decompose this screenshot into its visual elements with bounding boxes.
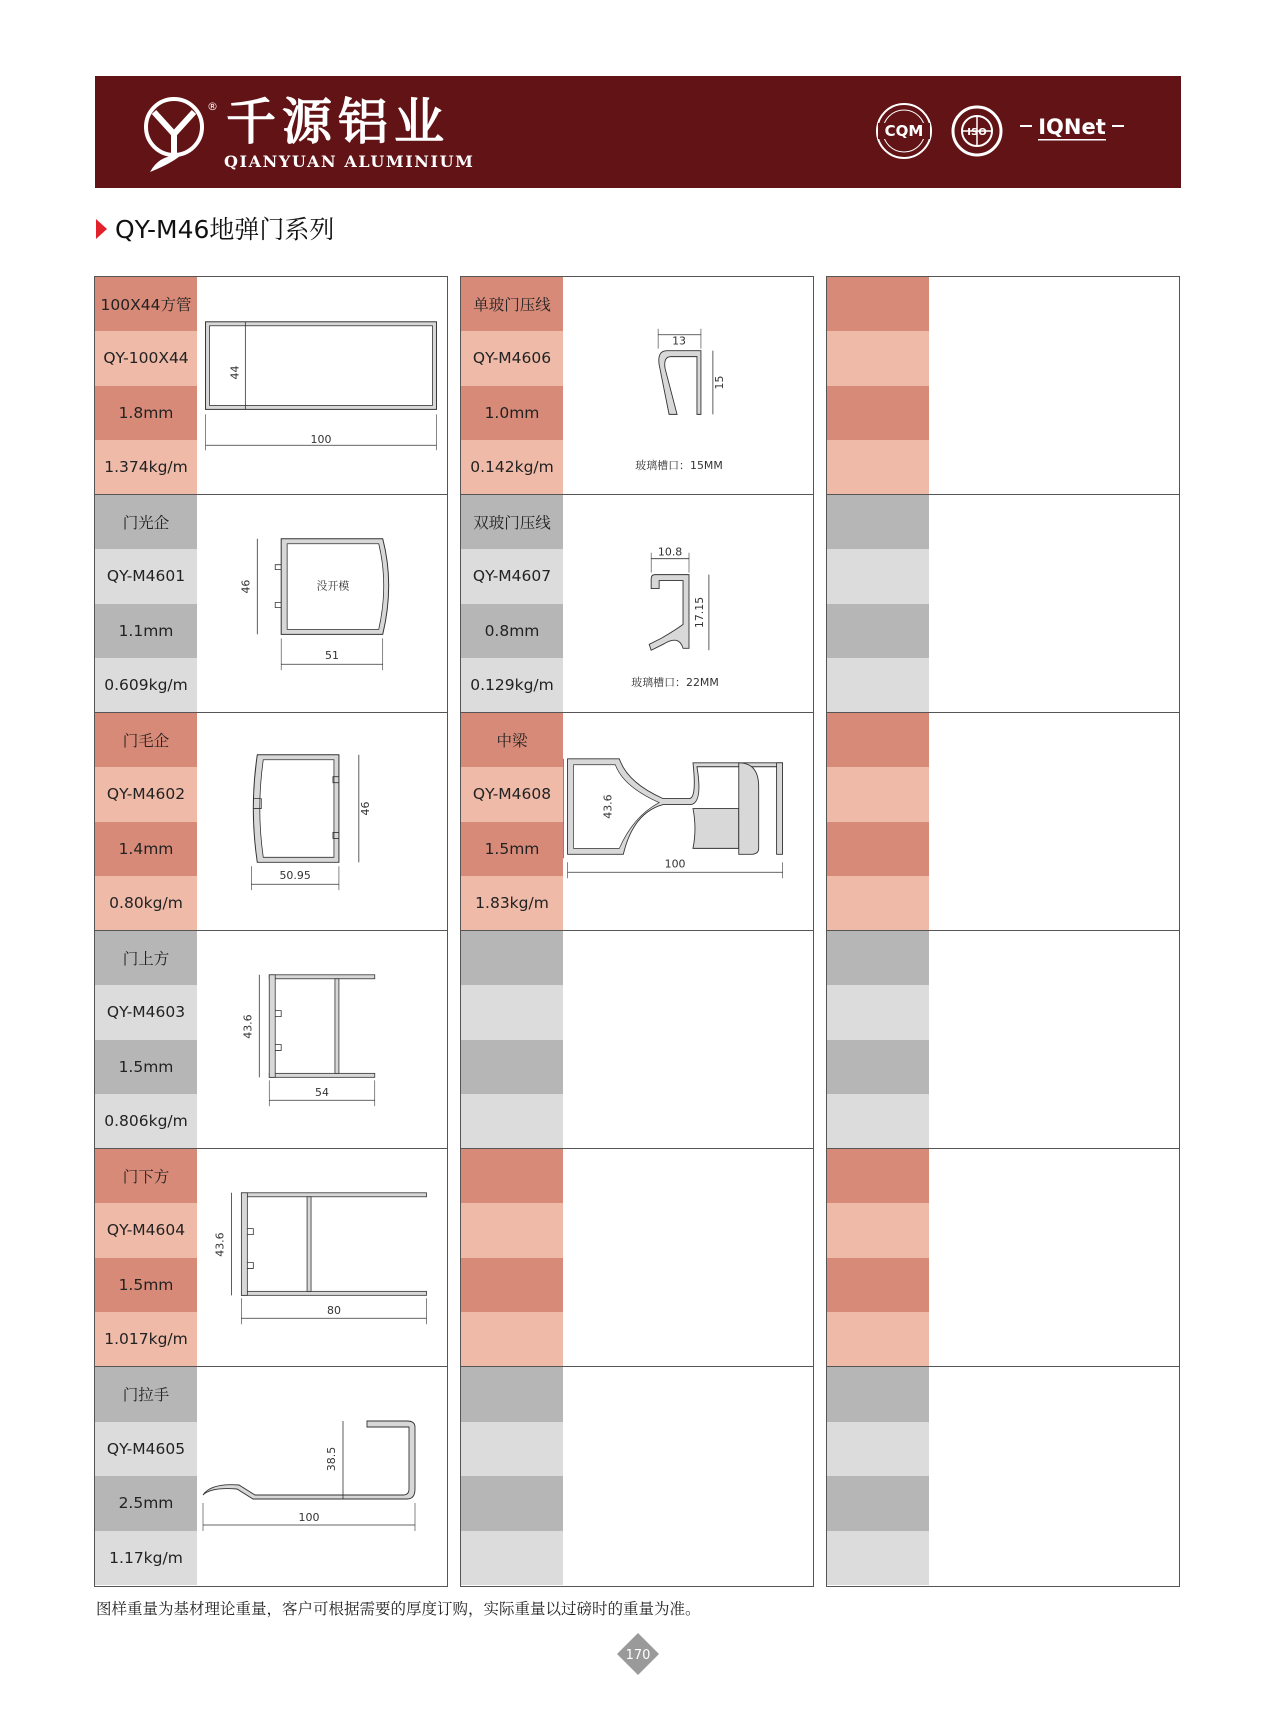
empty-card <box>461 931 813 1149</box>
profile-weight: 0.80kg/m <box>95 876 197 930</box>
spec-column <box>827 1149 929 1366</box>
profile-code: QY-M4603 <box>95 985 197 1039</box>
profile-code: QY-M4606 <box>461 331 563 385</box>
profile-thickness: 1.5mm <box>95 1258 197 1312</box>
dimension-height: 17.15 <box>692 596 706 629</box>
dimension-width: 100 <box>298 1511 320 1524</box>
profile-drawing <box>197 713 447 930</box>
single-glass-bead-drawing <box>563 277 813 494</box>
spec-column <box>95 1149 197 1366</box>
profile-weight: 1.017kg/m <box>95 1312 197 1366</box>
profile-drawing <box>563 277 813 494</box>
section-title <box>96 210 334 246</box>
profile-card <box>95 1149 447 1367</box>
profile-card <box>95 713 447 931</box>
profile-card <box>461 713 813 931</box>
qianyuan-logo-icon <box>140 94 210 178</box>
iso-logo-icon <box>950 104 1004 158</box>
profile-weight: 0.142kg/m <box>461 440 563 494</box>
profile-weight: 0.129kg/m <box>461 658 563 712</box>
cqm-logo-icon <box>874 101 934 161</box>
square-tube-drawing <box>197 277 447 494</box>
page-number-badge <box>615 1631 661 1677</box>
door-brush-stile-drawing <box>197 713 447 930</box>
iqnet-logo-icon <box>1020 112 1124 146</box>
profile-weight: 1.374kg/m <box>95 440 197 494</box>
profile-drawing <box>197 1367 447 1585</box>
profile-thickness: 1.1mm <box>95 604 197 658</box>
iqnet-label: IQNet <box>1038 115 1106 139</box>
dimension-width: 100 <box>310 433 332 447</box>
empty-card <box>827 277 1179 495</box>
spec-column <box>95 713 197 930</box>
spec-column <box>827 931 929 1148</box>
spec-column <box>95 1367 197 1585</box>
profile-card <box>95 495 447 713</box>
profile-thickness: 2.5mm <box>95 1476 197 1531</box>
brand-name-cn: 千源铝业 <box>226 93 450 151</box>
spec-column <box>461 1367 563 1585</box>
dimension-height: 43.6 <box>601 794 615 819</box>
spec-column <box>95 495 197 712</box>
profile-card <box>95 277 447 495</box>
spec-column <box>827 1367 929 1585</box>
profile-drawing <box>197 495 447 712</box>
profile-column-3 <box>826 276 1180 1587</box>
spec-column <box>827 495 929 712</box>
empty-card <box>461 1149 813 1367</box>
empty-card <box>827 1149 1179 1367</box>
profile-card <box>95 1367 447 1585</box>
dimension-height: 46 <box>358 801 372 816</box>
profile-code: QY-M4604 <box>95 1203 197 1257</box>
profile-card <box>461 495 813 713</box>
profile-name: 门上方 <box>95 931 197 985</box>
profile-thickness: 1.5mm <box>95 1040 197 1094</box>
profile-weight: 1.83kg/m <box>461 876 563 930</box>
profile-name: 双玻门压线 <box>461 495 563 549</box>
footnote: 图样重量为基材理论重量，客户可根据需要的厚度订购，实际重量以过磅时的重量为准。 <box>96 1600 701 1618</box>
middle-transom-drawing <box>563 713 813 930</box>
profile-thickness: 1.8mm <box>95 386 197 440</box>
profile-name: 100X44方管 <box>95 277 197 331</box>
profile-code: QY-M4602 <box>95 767 197 821</box>
door-smooth-stile-drawing <box>197 495 447 712</box>
page-number: 170 <box>625 1648 651 1663</box>
empty-card <box>827 495 1179 713</box>
spec-column <box>461 931 563 1148</box>
drawing-note: 玻璃槽口：15MM <box>635 459 723 473</box>
empty-card <box>827 713 1179 931</box>
dimension-height: 43.6 <box>241 1014 255 1039</box>
dimension-height: 15 <box>712 375 726 390</box>
profile-drawing <box>563 713 813 930</box>
door-handle-drawing <box>197 1367 447 1585</box>
dimension-height: 43.6 <box>213 1232 227 1257</box>
dimension-height: 44 <box>228 365 242 380</box>
dimension-width: 50.95 <box>279 869 311 883</box>
profile-name: 单玻门压线 <box>461 277 563 331</box>
dimension-width: 80 <box>326 1304 341 1318</box>
spec-column <box>461 713 563 930</box>
empty-card <box>827 931 1179 1149</box>
profile-code: QY-100X44 <box>95 331 197 385</box>
spec-column <box>827 277 929 494</box>
profile-name: 门毛企 <box>95 713 197 767</box>
profile-drawing <box>197 1149 447 1366</box>
drawing-note: 没开模 <box>316 579 350 593</box>
profile-code: QY-M4608 <box>461 767 563 821</box>
profile-drawing <box>197 277 447 494</box>
profile-weight: 0.806kg/m <box>95 1094 197 1148</box>
spec-column <box>461 495 563 712</box>
profile-drawing <box>197 931 447 1148</box>
profile-thickness: 1.4mm <box>95 822 197 876</box>
dimension-width: 51 <box>324 649 339 663</box>
profile-thickness: 0.8mm <box>461 604 563 658</box>
profile-weight: 0.609kg/m <box>95 658 197 712</box>
spec-column <box>827 713 929 930</box>
spec-column <box>461 277 563 494</box>
cqm-label: CQM <box>884 122 924 140</box>
spec-column <box>461 1149 563 1366</box>
iso-label: ISO <box>967 127 987 138</box>
door-top-rail-drawing <box>197 931 447 1148</box>
double-glass-bead-drawing <box>563 495 813 712</box>
profile-column-2 <box>460 276 814 1587</box>
profile-code: QY-M4605 <box>95 1422 197 1477</box>
profile-name: 门下方 <box>95 1149 197 1203</box>
dimension-height: 46 <box>239 579 253 594</box>
profile-thickness: 1.5mm <box>461 822 563 876</box>
profile-card <box>461 277 813 495</box>
brand-name-en: QIANYUAN ALUMINIUM <box>224 152 475 171</box>
profile-weight: 1.17kg/m <box>95 1531 197 1586</box>
empty-card <box>827 1367 1179 1585</box>
profile-name: 门拉手 <box>95 1367 197 1422</box>
dimension-width: 54 <box>315 1086 329 1100</box>
profile-column-1 <box>94 276 448 1587</box>
profile-name: 门光企 <box>95 495 197 549</box>
door-bottom-rail-drawing <box>197 1149 447 1366</box>
drawing-note: 玻璃槽口：22MM <box>631 676 719 690</box>
empty-card <box>461 1367 813 1585</box>
registered-mark: ® <box>207 100 218 113</box>
profile-thickness: 1.0mm <box>461 386 563 440</box>
profile-name: 中梁 <box>461 713 563 767</box>
dimension-height: 38.5 <box>325 1446 338 1472</box>
spec-column <box>95 277 197 494</box>
spec-column <box>95 931 197 1148</box>
title-marker-icon <box>96 219 107 239</box>
profile-code: QY-M4607 <box>461 549 563 603</box>
profile-card <box>95 931 447 1149</box>
profile-drawing <box>563 495 813 712</box>
dimension-width: 13 <box>672 334 687 348</box>
section-title-text: QY-M46地弹门系列 <box>115 215 335 244</box>
profile-code: QY-M4601 <box>95 549 197 603</box>
dimension-width: 10.8 <box>657 545 683 559</box>
dimension-width: 100 <box>664 857 686 871</box>
